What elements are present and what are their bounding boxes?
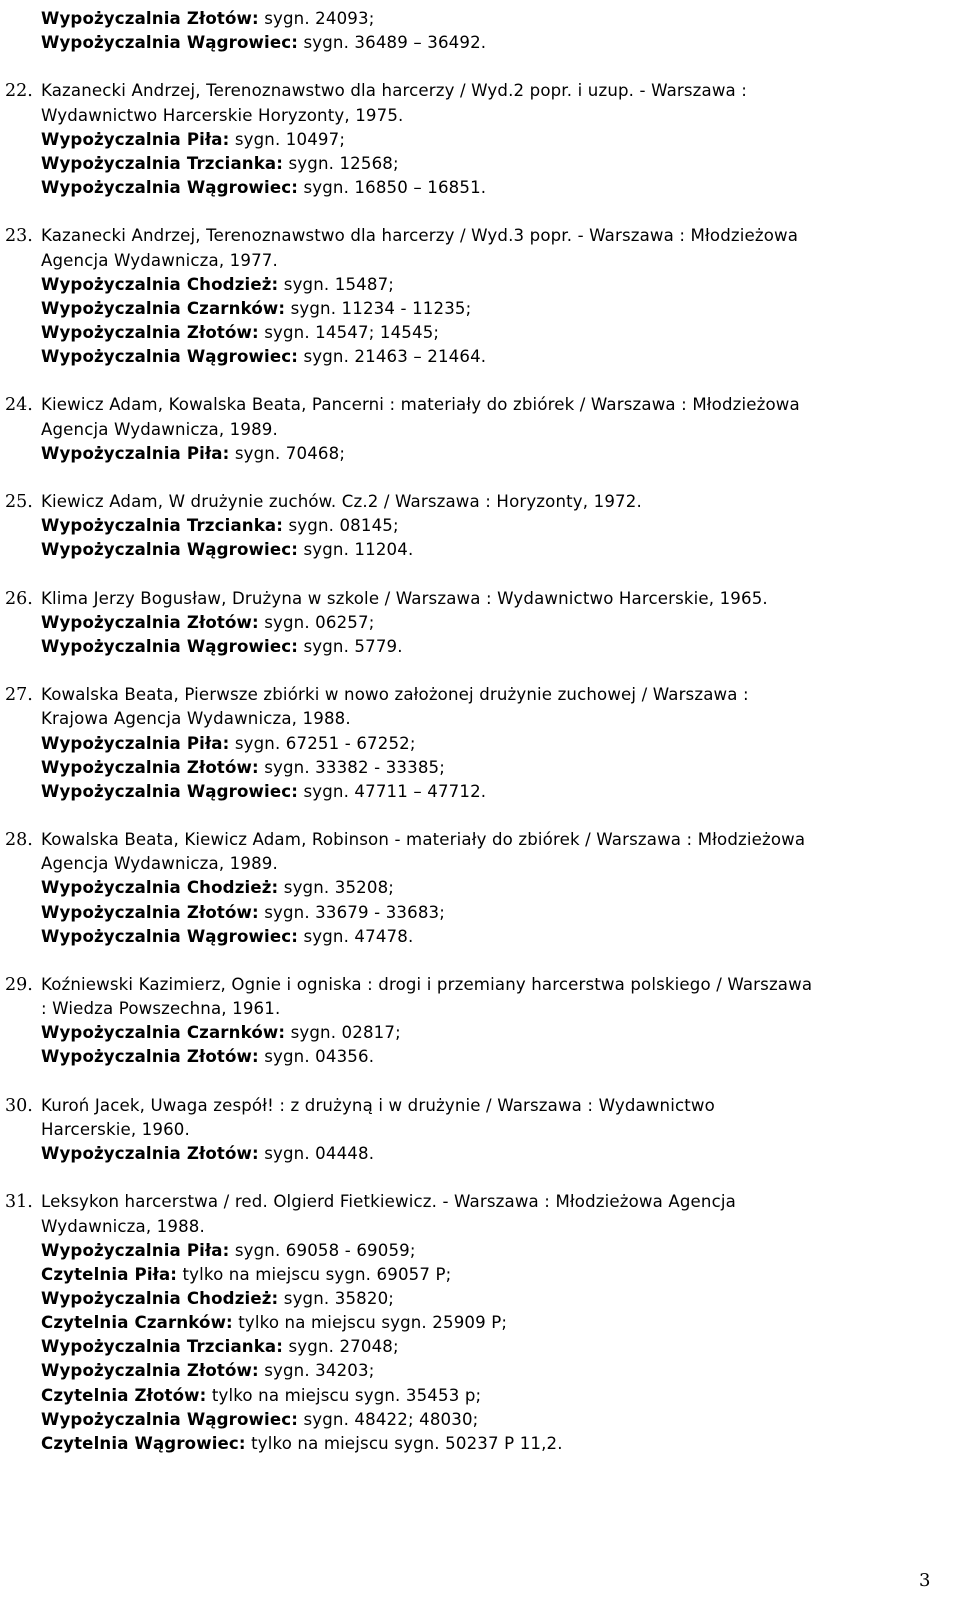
call-number-text: sygn. 04448. (258, 1144, 375, 1164)
holding-line (41, 514, 399, 538)
library-branch-label: Czytelnia Wągrowiec: (41, 1433, 246, 1453)
library-branch-label: Czytelnia Piła: (41, 1264, 178, 1284)
library-branch-label: Wypożyczalnia Wągrowiec: (41, 33, 299, 53)
library-branch-label: Wypożyczalnia Wągrowiec: (41, 178, 299, 198)
library-branch-label: Wypożyczalnia Piła: (41, 129, 230, 149)
call-number-text: sygn. 36489 – 36492. (298, 33, 487, 53)
library-branch-label: Wypożyczalnia Złotów: (41, 322, 259, 342)
entry-number: 31. (5, 1192, 33, 1213)
holding-line (41, 1287, 394, 1311)
library-branch-label: Wypożyczalnia Piła: (41, 1240, 230, 1260)
page-number: 3 (919, 1570, 931, 1591)
library-branch-label: Wypożyczalnia Wągrowiec: (41, 347, 299, 367)
library-branch-label: Wypożyczalnia Złotów: (41, 902, 259, 922)
entry-number: 25. (5, 492, 33, 512)
call-number-text: sygn. 47478. (298, 926, 414, 946)
entry-number: 30. (5, 1095, 33, 1116)
entry-title-line: Klima Jerzy Bogusław, Drużyna w szkole / Warszawa : Wydawnictwo Harcerskie, 1965. (41, 588, 768, 608)
entry-number: 23. (5, 226, 33, 247)
holding-line (41, 1045, 374, 1069)
holding-line (41, 1239, 416, 1263)
library-branch-label: Czytelnia Złotów: (41, 1385, 207, 1405)
entry-title-line: Kowalska Beata, Kiewicz Adam, Robinson - materiały do zbiórek / Warszawa : Młodzieżowa (41, 830, 806, 850)
holding-line (41, 732, 416, 756)
call-number-text: sygn. 27048; (283, 1337, 399, 1357)
call-number-text: sygn. 33382 - 33385; (258, 757, 445, 777)
entry-title-line: Agencja Wydawnicza, 1989. (41, 419, 278, 439)
call-number-text: tylko na miejscu sygn. 35453 p; (206, 1385, 482, 1405)
holding-line (41, 901, 445, 925)
call-number-text: sygn. 15487; (278, 274, 395, 294)
call-number-text: sygn. 70468; (229, 443, 346, 463)
library-branch-label: Wypożyczalnia Trzcianka: (41, 153, 284, 173)
library-branch-label: Wypożyczalnia Złotów: (41, 1144, 259, 1164)
call-number-text: sygn. 02817; (285, 1023, 401, 1043)
call-number-text: tylko na miejscu sygn. 50237 P 11,2. (245, 1433, 563, 1453)
library-branch-label: Wypożyczalnia Złotów: (41, 612, 259, 632)
holding-line (41, 128, 345, 152)
entry-title-line: Koźniewski Kazimierz, Ognie i ogniska : drogi i przemiany harcerstwa polskiego / Warszawa (41, 975, 813, 994)
call-number-text: sygn. 21463 – 21464. (298, 347, 487, 367)
library-branch-label: Wypożyczalnia Czarnków: (41, 1023, 286, 1043)
holding-line (41, 7, 374, 31)
holding-line (41, 1408, 478, 1432)
entry-title-line: Wydawnicza, 1988. (41, 1216, 205, 1236)
call-number-text: sygn. 48422; 48030; (298, 1409, 479, 1429)
library-branch-label: Wypożyczalnia Chodzież: (41, 878, 279, 898)
holding-line (41, 1311, 507, 1335)
call-number-text: sygn. 12568; (283, 153, 399, 173)
library-branch-label: Wypożyczalnia Trzcianka: (41, 516, 284, 536)
holding-line (41, 1432, 563, 1456)
call-number-text: sygn. 35208; (278, 878, 395, 898)
library-branch-label: Wypożyczalnia Złotów: (41, 1047, 259, 1067)
library-branch-label: Wypożyczalnia Wągrowiec: (41, 540, 299, 560)
holding-line (41, 925, 413, 949)
library-branch-label: Wypożyczalnia Wągrowiec: (41, 1409, 299, 1429)
call-number-text: sygn. 06257; (258, 612, 375, 632)
call-number-text: sygn. 04356. (258, 1047, 375, 1067)
holding-line (41, 1359, 374, 1383)
entry-title-line: Kiewicz Adam, W drużynie zuchów. Cz.2 / Warszawa : Horyzonty, 1972. (41, 492, 642, 511)
holding-line (41, 1384, 481, 1408)
holding-line (41, 876, 394, 900)
library-branch-label: Wypożyczalnia Złotów: (41, 757, 259, 777)
call-number-text: sygn. 35820; (278, 1288, 395, 1308)
entry-title-line: Kazanecki Andrzej, Terenoznawstwo dla harcerzy / Wyd.2 popr. i uzup. - Warszawa : (41, 81, 748, 101)
holding-line (41, 780, 486, 804)
holding-line (41, 1263, 451, 1287)
holding-line (41, 297, 471, 321)
call-number-text: sygn. 14547; 14545; (258, 322, 440, 342)
library-branch-label: Wypożyczalnia Złotów: (41, 9, 259, 28)
call-number-text: sygn. 24093; (258, 9, 375, 28)
call-number-text: sygn. 11204. (298, 540, 414, 560)
library-branch-label: Wypożyczalnia Piła: (41, 443, 230, 463)
library-branch-label: Wypożyczalnia Trzcianka: (41, 1337, 284, 1357)
holding-line (41, 1142, 374, 1166)
entry-number: 28. (5, 830, 33, 851)
entry-number: 24. (5, 395, 33, 416)
entry-title-line: Kowalska Beata, Pierwsze zbiórki w nowo założonej drużynie zuchowej / Warszawa : (41, 685, 749, 705)
holding-line (41, 635, 403, 659)
entry-number: 29. (5, 975, 33, 995)
call-number-text: tylko na miejscu sygn. 69057 P; (177, 1264, 452, 1284)
call-number-text: tylko na miejscu sygn. 25909 P; (232, 1313, 508, 1333)
entry-number: 22. (5, 81, 33, 102)
entry-title-line: Harcerskie, 1960. (41, 1119, 190, 1139)
holding-line (41, 1335, 399, 1359)
holding-line (41, 1021, 401, 1045)
call-number-text: sygn. 11234 - 11235; (285, 298, 472, 318)
library-branch-label: Wypożyczalnia Wągrowiec: (41, 926, 299, 946)
holding-line (41, 345, 486, 369)
holding-line (41, 152, 399, 176)
entry-title-line: Leksykon harcerstwa / red. Olgierd Fietkiewicz. - Warszawa : Młodzieżowa Agencja (41, 1192, 736, 1212)
holding-line (41, 31, 486, 55)
call-number-text: sygn. 16850 – 16851. (298, 178, 487, 198)
library-branch-label: Wypożyczalnia Chodzież: (41, 1288, 279, 1308)
holding-line (41, 611, 374, 635)
entry-title-line: Krajowa Agencja Wydawnicza, 1988. (41, 709, 351, 729)
call-number-text: sygn. 34203; (258, 1361, 375, 1381)
library-branch-label: Wypożyczalnia Chodzież: (41, 274, 279, 294)
entry-title-line: Kuroń Jacek, Uwaga zespół! : z drużyną i w drużynie / Warszawa : Wydawnictwo (41, 1095, 715, 1115)
library-branch-label: Wypożyczalnia Złotów: (41, 1361, 259, 1381)
holding-line (41, 442, 345, 466)
entry-title-line: Wydawnictwo Harcerskie Horyzonty, 1975. (41, 105, 404, 125)
library-branch-label: Wypożyczalnia Wągrowiec: (41, 636, 299, 656)
call-number-text: sygn. 10497; (229, 129, 346, 149)
entry-title-line: Agencja Wydawnicza, 1977. (41, 250, 278, 270)
library-branch-label: Czytelnia Czarnków: (41, 1313, 233, 1333)
entry-title-line: : Wiedza Powszechna, 1961. (41, 999, 281, 1019)
call-number-text: sygn. 33679 - 33683; (258, 902, 445, 922)
holding-line (41, 273, 394, 297)
library-branch-label: Wypożyczalnia Czarnków: (41, 298, 286, 318)
call-number-text: sygn. 47711 – 47712. (298, 781, 487, 801)
holding-line (41, 538, 413, 562)
library-branch-label: Wypożyczalnia Piła: (41, 733, 230, 753)
call-number-text: sygn. 08145; (283, 516, 399, 536)
holding-line (41, 321, 439, 345)
call-number-text: sygn. 5779. (298, 636, 403, 656)
entry-number: 26. (5, 588, 33, 609)
call-number-text: sygn. 67251 - 67252; (229, 733, 416, 753)
library-branch-label: Wypożyczalnia Wągrowiec: (41, 781, 299, 801)
entry-title-line: Agencja Wydawnicza, 1989. (41, 854, 278, 874)
holding-line (41, 756, 445, 780)
entry-title-line: Kiewicz Adam, Kowalska Beata, Pancerni : materiały do zbiórek / Warszawa : Młodzieżowa (41, 395, 800, 415)
holding-line (41, 176, 486, 200)
call-number-text: sygn. 69058 - 69059; (229, 1240, 416, 1260)
entry-number: 27. (5, 685, 33, 706)
entry-title-line: Kazanecki Andrzej, Terenoznawstwo dla harcerzy / Wyd.3 popr. - Warszawa : Młodzieżowa (41, 226, 799, 246)
